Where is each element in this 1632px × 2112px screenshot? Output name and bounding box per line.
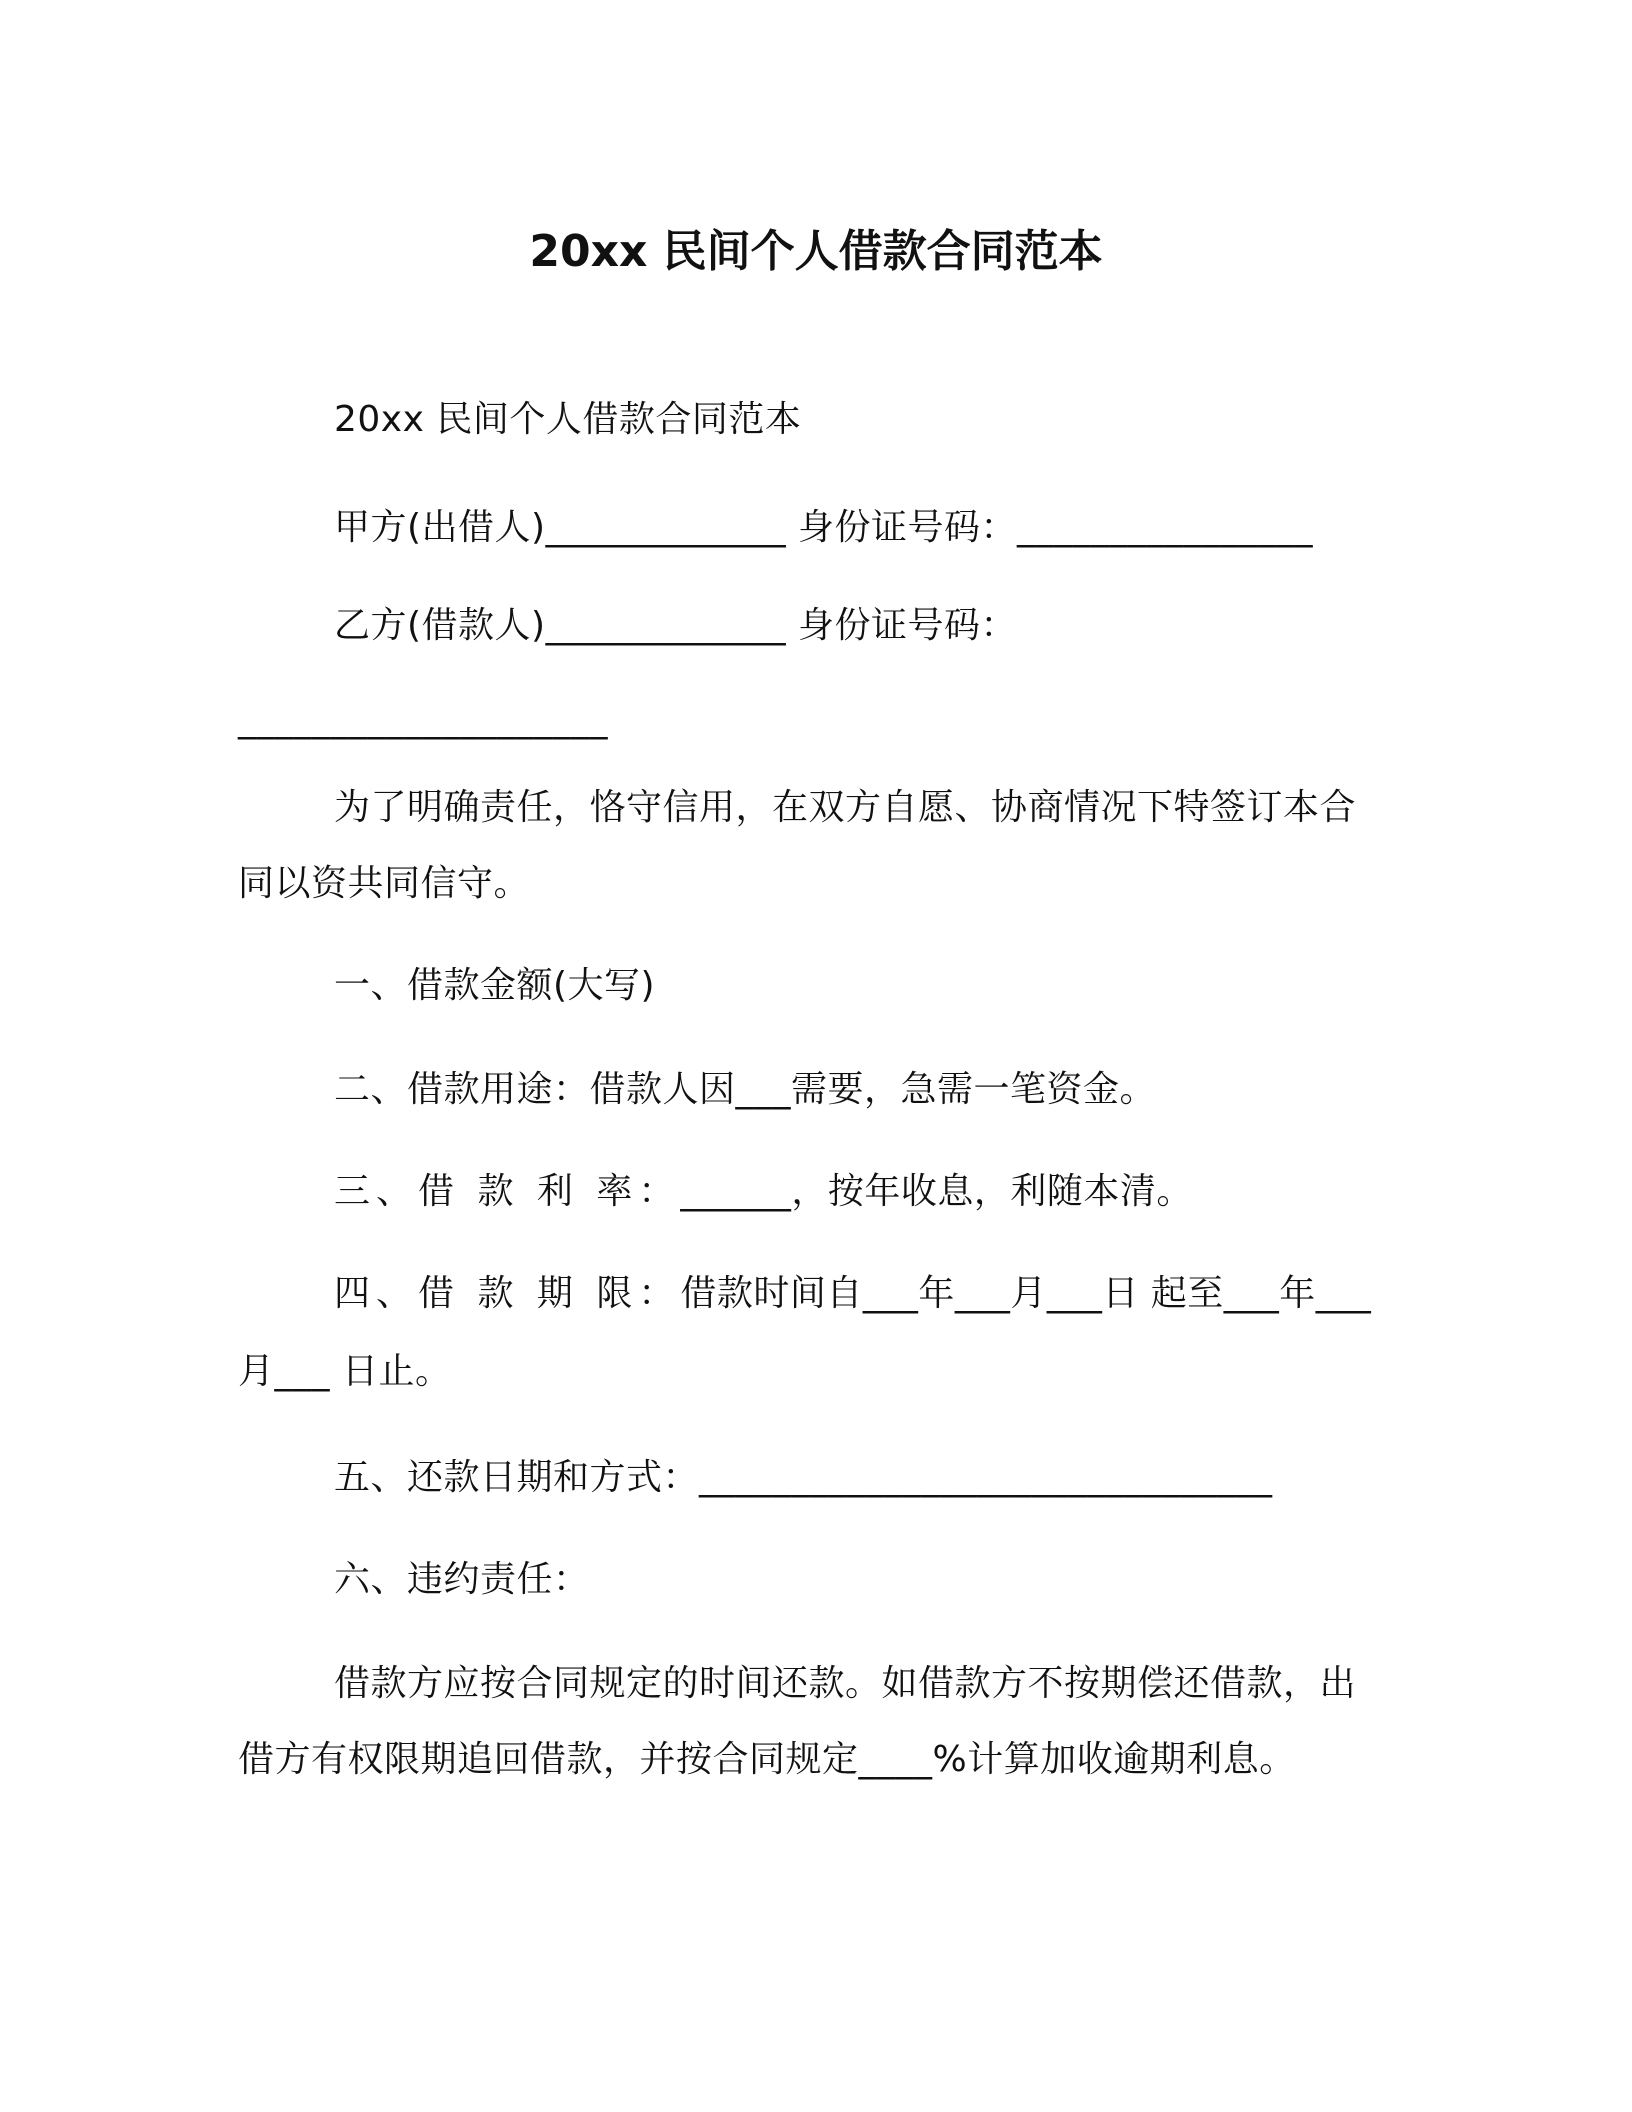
preamble-line-1: 为了明确责任，恪守信用，在双方自愿、协商情况下特签订本合 — [334, 787, 1357, 828]
clause-interest-rate — [334, 1168, 1193, 1216]
clause-loan-term — [334, 1270, 1371, 1318]
clause-loan-term-text: 借款时间自___年___月___日 起至___年___ — [680, 1273, 1372, 1314]
clause-liability-heading: 六、违约责任： — [334, 1559, 590, 1600]
liability-line-1: 借款方应按合同规定的时间还款。如借款方不按期偿还借款，出 — [334, 1663, 1357, 1704]
liability-line-2: 借方有权限期追回借款，并按合同规定____%计算加收逾期利息。 — [238, 1739, 1296, 1780]
document-title: 20xx 民间个人借款合同范本 — [529, 226, 1103, 277]
clause-loan-amount: 一、借款金额(大写) — [334, 965, 656, 1006]
clause-loan-term-continued: 月___ 日止。 — [238, 1351, 452, 1392]
clause-loan-purpose: 二、借款用途：借款人因___需要，急需一笔资金。 — [334, 1069, 1157, 1110]
party-b-id-blank: ____________________ — [238, 699, 608, 740]
clause-repayment: 五、还款日期和方式：_______________________________ — [334, 1457, 1273, 1498]
clause-loan-term-label: 四、借 款 期 限： — [334, 1273, 681, 1314]
party-a-line: 甲方(出借人)_____________ 身份证号码：________________ — [334, 507, 1314, 548]
document-subtitle: 20xx 民间个人借款合同范本 — [334, 399, 802, 440]
clause-interest-rate-label: 三、借 款 利 率： — [334, 1171, 681, 1212]
party-b-line: 乙方(借款人)_____________ 身份证号码： — [334, 605, 1018, 646]
preamble-line-2: 同以资共同信守。 — [238, 863, 531, 904]
clause-interest-rate-text: ______，按年收息，利随本清。 — [680, 1171, 1193, 1212]
